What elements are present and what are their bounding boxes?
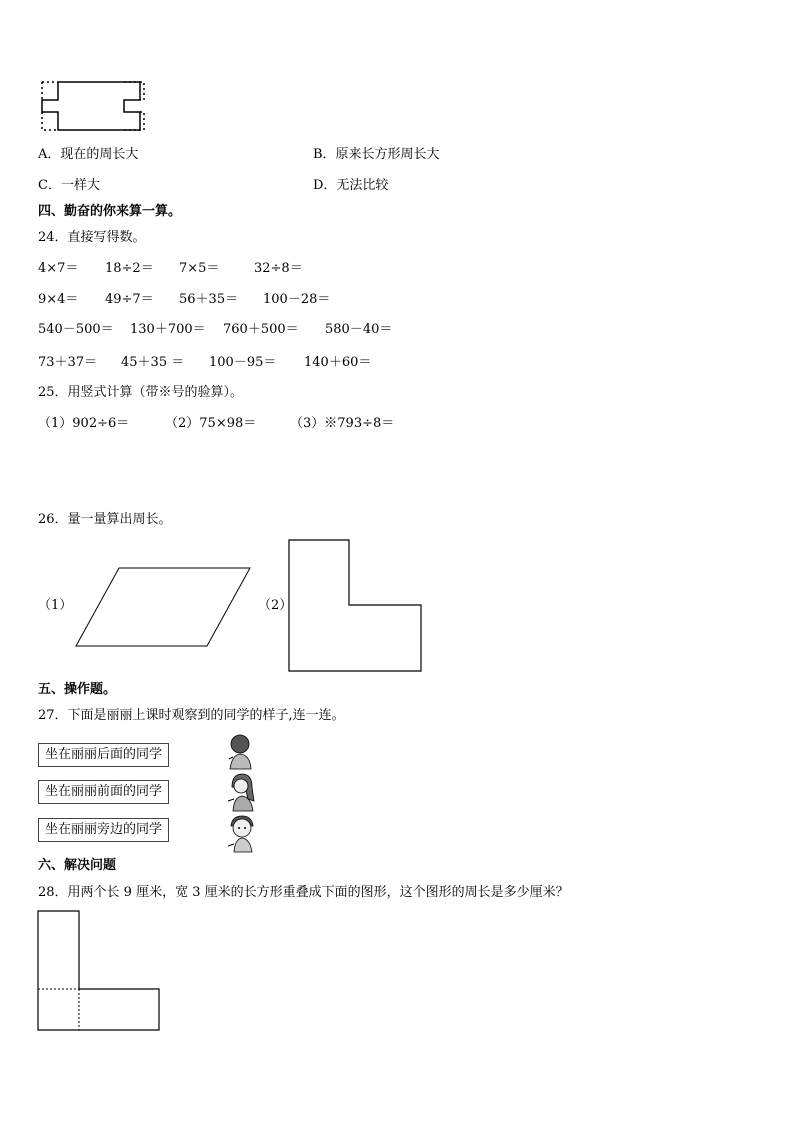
q24-item: 140＋60＝: [304, 355, 372, 370]
q26-label-2: （2）: [258, 598, 293, 613]
parallelogram-figure: [74, 566, 254, 648]
q23-option-c: C．一样大: [38, 178, 100, 193]
q24-item: 760＋500＝: [223, 322, 299, 337]
q25-prompt: 25．用竖式计算（带※号的验算）。: [38, 385, 244, 400]
q24-item: 32÷8＝: [254, 261, 303, 276]
q24-item: 9×4＝: [38, 292, 79, 307]
q24-item: 100－28＝: [263, 292, 331, 307]
q24-item: 540－500＝: [38, 322, 114, 337]
q25-item-1: （1）902÷6＝: [38, 416, 130, 431]
q24-item: 580－40＝: [325, 322, 393, 337]
q27-box-behind: 坐在丽丽后面的同学: [38, 743, 169, 767]
l-shape-figure: [288, 539, 424, 673]
q26-prompt: 26．量一量算出周长。: [38, 512, 172, 527]
q27-box-beside: 坐在丽丽旁边的同学: [38, 818, 169, 842]
q25-item-2: （2）75×98＝: [165, 416, 257, 431]
section-5-title: 五、操作题。: [38, 682, 117, 697]
q24-prompt: 24．直接写得数。: [38, 230, 146, 245]
student-back-view-icon: [224, 733, 256, 771]
q23-option-a: A．现在的周长大: [38, 147, 139, 162]
q27-box-front: 坐在丽丽前面的同学: [38, 780, 169, 804]
q24-item: 49÷7＝: [105, 292, 154, 307]
q24-item: 130＋700＝: [130, 322, 206, 337]
q27-prompt: 27．下面是丽丽上课时观察到的同学的样子,连一连。: [38, 708, 345, 723]
q26-label-1: （1）: [38, 598, 73, 613]
q23-option-b: B．原来长方形周长大: [313, 147, 440, 162]
overlapped-rectangles-figure: [37, 910, 163, 1034]
q24-item: 7×5＝: [179, 261, 220, 276]
section-6-title: 六、解决问题: [38, 858, 117, 873]
q25-item-3: （3）※793÷8＝: [290, 416, 395, 431]
q24-item: 100－95＝: [209, 355, 277, 370]
q24-item: 45＋35 ＝: [121, 355, 185, 370]
notched-rectangle-figure: [38, 80, 148, 136]
q24-item: 4×7＝: [38, 261, 79, 276]
student-front-view-icon: [224, 771, 258, 813]
student-side-view-icon: [226, 814, 258, 854]
q24-item: 18÷2＝: [105, 261, 154, 276]
q24-item: 56＋35＝: [179, 292, 239, 307]
q23-option-d: D．无法比较: [313, 178, 389, 193]
q24-item: 73＋37＝: [38, 355, 98, 370]
section-4-title: 四、勤奋的你来算一算。: [38, 204, 182, 219]
q28-prompt: 28．用两个长 9 厘米，宽 3 厘米的长方形重叠成下面的图形，这个图形的周长是多少厘米？: [38, 885, 569, 900]
